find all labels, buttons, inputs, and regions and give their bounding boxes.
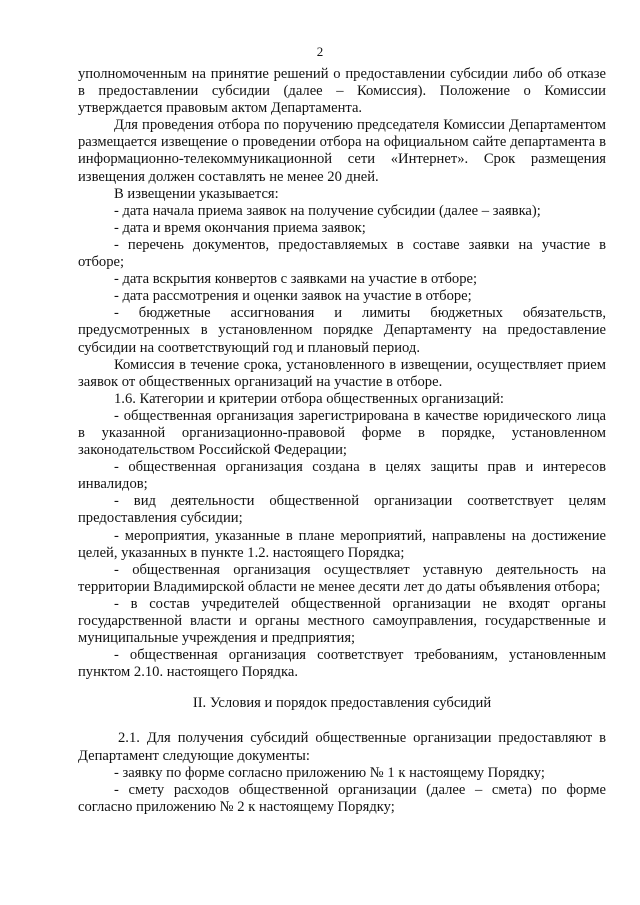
section-heading: II. Условия и порядок предоставления субсидий xyxy=(192,695,492,712)
list-item: - мероприятия, указанные в плане мероприятий, направлены на достижение целей, указанных в пункте 1.2. настоящего Порядка; xyxy=(78,527,606,561)
paragraph: Комиссия в течение срока, установленного в извещении, осуществляет прием заявок от общественных организаций на участие в отборе. xyxy=(78,356,606,390)
document-body xyxy=(78,66,606,816)
list-item: - бюджетные ассигнования и лимиты бюджетных обязательств, предусмотренных в установленном порядке Департаменту на предоставление субсидии на соответствующий год и плановый период. xyxy=(78,305,606,356)
list-item: - смету расходов общественной организации (далее – смета) по форме согласно приложению № 2 к настоящему Порядку; xyxy=(78,781,606,815)
list-item: - общественная организация осуществляет уставную деятельность на территории Владимирской области не менее десяти лет до даты объявления отбора; xyxy=(78,561,606,595)
list-item: - перечень документов, предоставляемых в составе заявки на участие в отборе; xyxy=(78,236,606,271)
paragraph: 2.1. Для получения субсидий общественные организации предоставляют в Департамент следующие документы: xyxy=(78,730,606,764)
list-item: - дата и время окончания приема заявок; xyxy=(114,219,366,236)
paragraph: уполномоченным на принятие решений о предоставлении субсидии либо об отказе в предоставлении субсидии (далее – Комиссия). Положение о Комиссии утверждается правовым актом Департамента. xyxy=(78,66,606,117)
list-item: - общественная организация создана в целях защиты прав и интересов инвалидов; xyxy=(78,459,606,493)
paragraph: В извещении указывается: xyxy=(114,185,279,202)
list-item: - вид деятельности общественной организации соответствует целям предоставления субсидии; xyxy=(78,493,606,527)
page-number: 2 xyxy=(316,44,324,59)
paragraph: Для проведения отбора по поручению председателя Комиссии Департаментом размещается извещение о проведении отбора на официальном сайте департамента в информационно-телекоммуникационной сети «Интернет». Срок размещения извещения должен составлять не менее 20 дней. xyxy=(78,117,606,185)
list-item: - общественная организация зарегистрирована в качестве юридического лица в указанной организационно-правовой форме в порядке, установленном законодательством Российской Федерации; xyxy=(78,407,606,459)
list-item: - дата вскрытия конвертов с заявками на участие в отборе; xyxy=(114,271,478,288)
list-item: - дата начала приема заявок на получение субсидии (далее – заявка); xyxy=(114,202,541,219)
list-item: - в состав учредителей общественной организации не входят органы государственной власти и органы местного самоуправления, государственные и муниципальные учреждения и предприятия; xyxy=(78,595,606,647)
list-item: - заявку по форме согласно приложению № 1 к настоящему Порядку; xyxy=(114,764,545,781)
paragraph: 1.6. Категории и критерии отбора общественных организаций: xyxy=(114,390,504,407)
list-item: - общественная организация соответствует требованиям, установленным пунктом 2.10. настоящего Порядка. xyxy=(78,647,606,681)
list-item: - дата рассмотрения и оценки заявок на участие в отборе; xyxy=(114,288,472,305)
